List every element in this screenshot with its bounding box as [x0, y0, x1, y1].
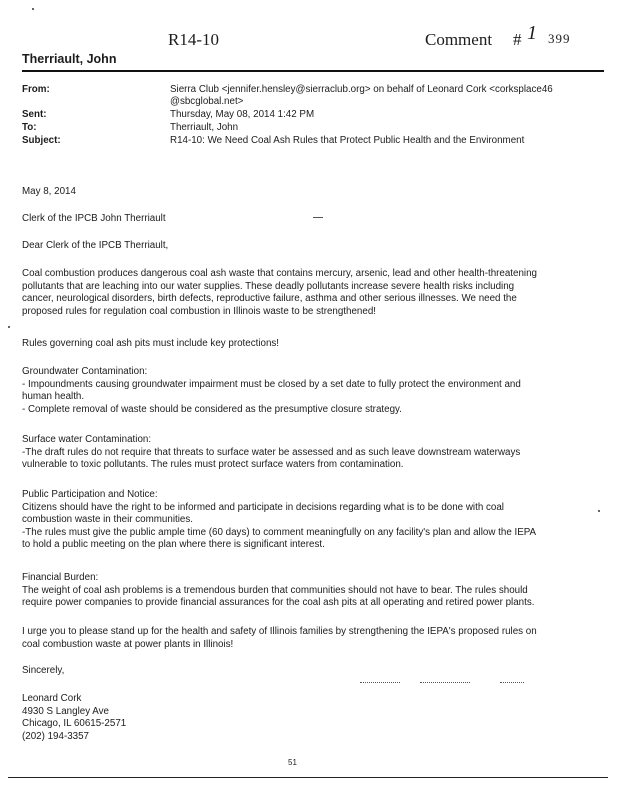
section-line: Citizens should have the right to be informed and participate in decisions regarding what is to be done with coal [22, 501, 504, 513]
scan-artifact [8, 326, 10, 328]
to-label: To: [22, 122, 37, 133]
scan-artifact [32, 8, 34, 10]
intro-line: Coal combustion produces dangerous coal ash waste that contains mercury, arsenic, lead and other health-threatening [22, 268, 538, 279]
intro-paragraph [22, 268, 582, 318]
from-value-line2: @sbcglobal.net> [170, 96, 244, 107]
signer-name: Leonard Cork [22, 693, 82, 704]
letter-addressee: Clerk of the IPCB John Therriault [22, 213, 166, 224]
sent-value: Thursday, May 08, 2014 1:42 PM [170, 109, 315, 120]
letter-date: May 8, 2014 [22, 186, 76, 197]
intro-line: proposed rules for regulation coal combustion in Illinois waste to be strengthened! [22, 305, 376, 317]
subject-value: R14-10: We Need Coal Ash Rules that Protect Public Health and the Environment [170, 135, 525, 146]
signer-city: Chicago, IL 60615-2571 [22, 718, 127, 730]
scan-artifact [313, 217, 323, 218]
comment-number: 1 [527, 22, 537, 44]
comment-hash: # [513, 30, 522, 49]
scan-artifact [500, 682, 524, 683]
footer-page-marker: 51 [288, 758, 297, 767]
footer-divider [8, 777, 608, 778]
section-line: -The rules must give the public ample time (60 days) to comment meaningfully on any facility's plan and allow the IEPA [22, 526, 537, 538]
section-line: vulnerable to toxic pollutants. The rules must protect surface waters from contamination. [22, 459, 404, 471]
recipient-name: Therriault, John [22, 52, 117, 66]
section-surface-water [22, 434, 582, 472]
letter-salutation: Dear Clerk of the IPCB Therriault, [22, 240, 169, 251]
section-line: require power companies to provide financial assurances for the coal ash pits at all operating and retired power plants. [22, 597, 535, 609]
section-line: The weight of coal ash problems is a tremendous burden that communities should not have to bear. The rules should [22, 584, 528, 596]
closing-paragraph [22, 626, 582, 651]
section-line: - Impoundments causing groundwater impairment must be closed by a set date to fully protect the environment and [22, 378, 521, 390]
signoff: Sincerely, [22, 665, 65, 676]
section-heading: Surface water Contamination: [22, 434, 152, 445]
signer-phone: (202) 194-3357 [22, 730, 89, 742]
scan-artifact [360, 682, 400, 683]
intro-line: cancer, neurological disorders, birth defects, reproductive failure, asthma and other serious illnesses. We need the [22, 293, 517, 305]
section-line: -The draft rules do not require that threats to surface water be assessed and as such leave downstream waterways [22, 446, 521, 458]
closing-line: coal combustion waste at power plants in Illinois! [22, 638, 234, 650]
section-public-participation [22, 489, 582, 552]
comment-label: Comment [425, 30, 493, 49]
scan-artifact [420, 682, 470, 683]
signer-street: 4930 S Langley Ave [22, 705, 109, 717]
signature-block [22, 693, 582, 743]
scan-artifact [598, 510, 600, 512]
case-number: R14-10 [168, 30, 219, 49]
section-heading: Groundwater Contamination: [22, 366, 148, 377]
subject-label: Subject: [22, 135, 61, 146]
section-heading: Public Participation and Notice: [22, 489, 158, 500]
section-line: combustion waste in their communities. [22, 514, 193, 526]
section-line: to hold a public meeting on the plan where there is significant interest. [22, 539, 325, 551]
from-label: From: [22, 84, 50, 95]
protections-intro: Rules governing coal ash pits must include key protections! [22, 338, 280, 349]
section-line: - Complete removal of waste should be considered as the presumptive closure strategy. [22, 403, 402, 415]
section-heading: Financial Burden: [22, 572, 99, 583]
section-groundwater [22, 366, 582, 416]
page-number: 399 [548, 31, 571, 46]
to-value: Therriault, John [170, 122, 239, 133]
section-financial-burden [22, 572, 582, 610]
from-value-line1: Sierra Club <jennifer.hensley@sierraclub.org> on behalf of Leonard Cork <corksplace46 [170, 84, 553, 95]
closing-line: I urge you to please stand up for the health and safety of Illinois families by strengthening the IEPA's proposed rules on [22, 626, 537, 637]
intro-line: pollutants that are leaching into our water supplies. These deadly pollutants increase severe health risks including [22, 280, 515, 292]
section-line: human health. [22, 391, 85, 403]
sent-label: Sent: [22, 109, 47, 120]
header-divider [22, 70, 604, 72]
